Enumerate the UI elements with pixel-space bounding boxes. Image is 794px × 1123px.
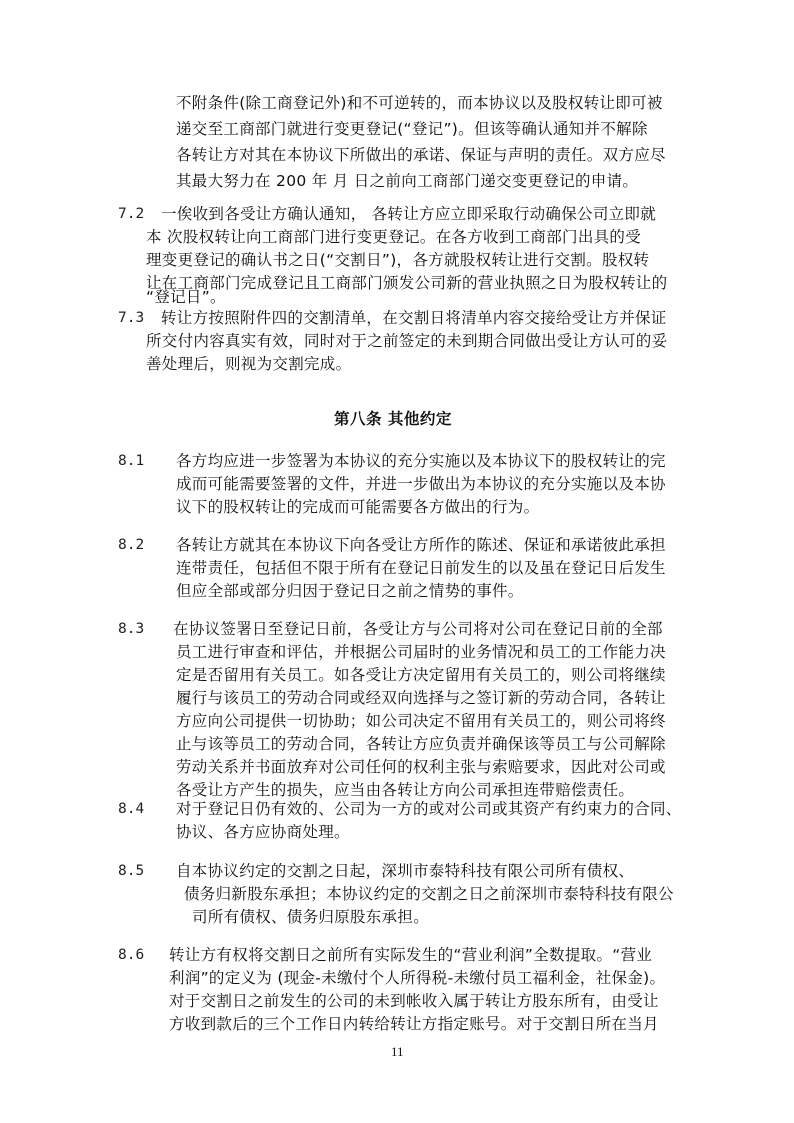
clause-line: 一俟收到各受让方确认通知， 各转让方应立即采取行动确保公司立即就 [161,205,657,223]
intro-line: 递交至工商部门就进行变更登记(“登记”)。但该等确认通知并不解除 [176,120,648,138]
clause-line: 在协议签署日至登记日前，各受让方与公司将对公司在登记日前的全部 [173,620,663,638]
clause-number: 8.1 [118,453,145,469]
clause-line: 让在工商部门完成登记且工商部门颁发公司新的营业执照之日为股权转让的 [146,274,668,292]
clause-line: 各受让方产生的损失，应当由各转让方向公司承担连带赔偿责任。 [176,781,635,799]
clause-number: 8.3 [118,621,145,637]
clause-number: 8.5 [118,863,145,879]
clause-number: 8.4 [118,801,145,817]
clause-line: 对于交割日之前发生的公司的未到帐收入属于转让方股东所有，由受让 [169,992,659,1010]
clause-line: 方收到款后的三个工作日内转给转让方指定账号。对于交割日所在当月 [169,1015,659,1033]
clause-line: 止与该等员工的劳动合同，各转让方应负责并确保该等员工与公司解除 [176,735,666,753]
section-heading: 第八条 其他约定 [334,410,452,428]
clause-number: 7.2 [118,206,145,222]
clause-number: 7.3 [118,310,145,326]
clause-line: 各方均应进一步签署为本协议的充分实施以及本协议下的股权转让的完 [176,452,666,470]
clause-line: 本 次股权转让向工商部门进行变更登记。在各方收到工商部门出具的受 [146,228,642,246]
clause-line: 履行与该员工的劳动合同或经双向选择与之签订新的劳动合同，各转让 [176,689,666,707]
clause-number: 8.2 [118,537,145,553]
clause-line: 司所有债权、债务归原股东承担。 [192,908,430,926]
clause-line: “登记日”。 [146,288,226,306]
clause-line: 善处理后，则视为交割完成。 [146,355,352,373]
clause-line: 对于登记日仍有效的、公司为一方的或对公司或其资产有约束力的合同、 [176,800,682,818]
clause-line: 转让方有权将交割日之前所有实际发生的“营业利润”全数提取。“营业 [169,946,653,964]
clause-line: 员工进行审查和评估，并根据公司届时的业务情况和员工的工作能力决 [176,643,666,661]
intro-line: 不附条件(除工商登记外)和不可逆转的，而本协议以及股权转让即可被 [176,94,663,112]
clause-line: 方应向公司提供一切协助；如公司决定不留用有关员工的，则公司将终 [176,712,666,730]
clause-line: 所交付内容真实有效，同时对于之前签定的未到期合同做出受让方认可的妥 [146,332,668,350]
page-number: 11 [391,1044,404,1059]
intro-line: 各转让方对其在本协议下所做出的承诺、保证与声明的责任。双方应尽 [176,146,666,164]
clause-line: 连带责任，包括但不限于所有在登记日前发生的以及虽在登记日后发生 [176,559,666,577]
clause-line: 债务归新股东承担；本协议约定的交割之日之前深圳市泰特科技有限公 [184,885,674,903]
clause-line: 劳动关系并书面放弃对公司任何的权利主张与索赔要求，因此对公司或 [176,758,666,776]
clause-line: 定是否留用有关员工。如各受让方决定留用有关员工的，则公司将继续 [176,666,666,684]
clause-line: 自本协议约定的交割之日起，深圳市泰特科技有限公司所有债权、 [176,862,635,880]
clause-line: 转让方按照附件四的交割清单，在交割日将清单内容交接给受让方并保证 [161,309,667,327]
clause-line: 理变更登记的确认书之日(“交割日”)，各方就股权转让进行交割。股权转 [146,251,650,269]
clause-line: 成而可能需要签署的文件，并进一步做出为本协议的充分实施以及本协 [176,475,666,493]
clause-line: 协议、各方应协商处理。 [176,823,350,841]
clause-line: 但应全部或部分归因于登记日之前之情势的事件。 [176,582,524,600]
clause-number: 8.6 [118,947,145,963]
clause-line: 利润”的定义为 (现金-未缴付个人所得税-未缴付员工福利金，社保金)。 [169,969,666,987]
intro-line: 其最大努力在 200 年 月 日之前向工商部门递交变更登记的申请。 [176,172,639,190]
clause-line: 议下的股权转让的完成而可能需要各方做出的行为。 [176,498,540,516]
clause-line: 各转让方就其在本协议下向各受让方所作的陈述、保证和承诺彼此承担 [176,536,666,554]
